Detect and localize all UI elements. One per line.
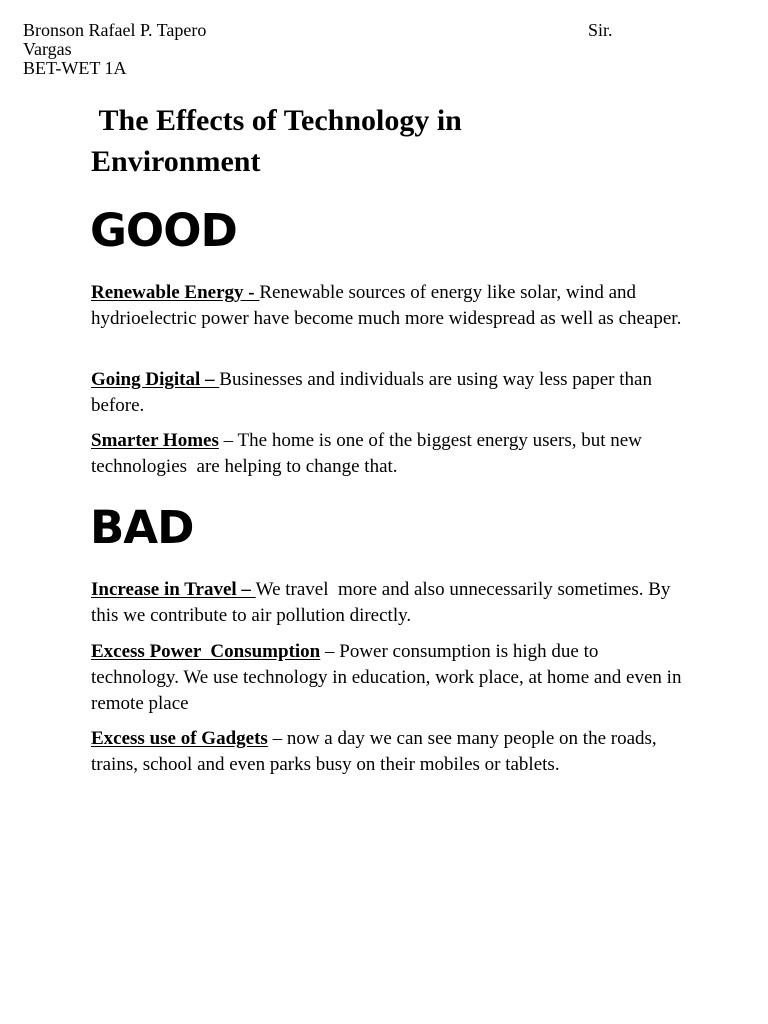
item-description: – Power consumption is high due to technology. We use technology in education, work place, at home and even in remote place [91,641,687,714]
document-title: The Effects of Technology in Environment [91,104,470,178]
bad-item-excess-use-of-gadgets [91,726,691,778]
item-term: Going Digital – [91,369,220,390]
item-description: Renewable sources of energy like solar, wind and hydrioelectric power have become much more widespread as well as cheaper. [91,282,682,329]
good-item-renewable-energy [91,280,691,332]
bad-item-increase-in-travel [91,577,691,629]
class-section: BET-WET 1A [23,58,127,78]
teacher-name-first: Sir. [588,20,613,40]
item-description: Businesses and individuals are using way less paper than before. [91,369,657,416]
item-term: Smarter Homes [91,430,219,451]
item-description: – now a day we can see many people on the roads, trains, school and even parks busy on their mobiles or tablets. [91,728,662,775]
item-term: Increase in Travel – [91,579,256,600]
item-description: – The home is one of the biggest energy users, but new technologies are helping to change that. [91,430,647,477]
item-term: Excess use of Gadgets [91,728,268,749]
author-name: Bronson Rafael P. Tapero [23,20,207,40]
item-term: Renewable Energy - [91,282,260,303]
teacher-name-continued: Vargas [23,39,72,59]
item-term: Excess Power Consumption [91,641,321,662]
bad-item-excess-power-consumption [91,639,691,717]
bad-section-heading: BAD [90,501,194,554]
good-item-going-digital [91,367,691,419]
good-section-heading: GOOD [90,204,237,257]
item-description: We travel more and also unnecessarily sometimes. By this we contribute to air pollution directly. [91,579,676,626]
document-header [23,21,623,78]
good-item-smarter-homes [91,428,691,480]
header-first-line [23,21,623,40]
